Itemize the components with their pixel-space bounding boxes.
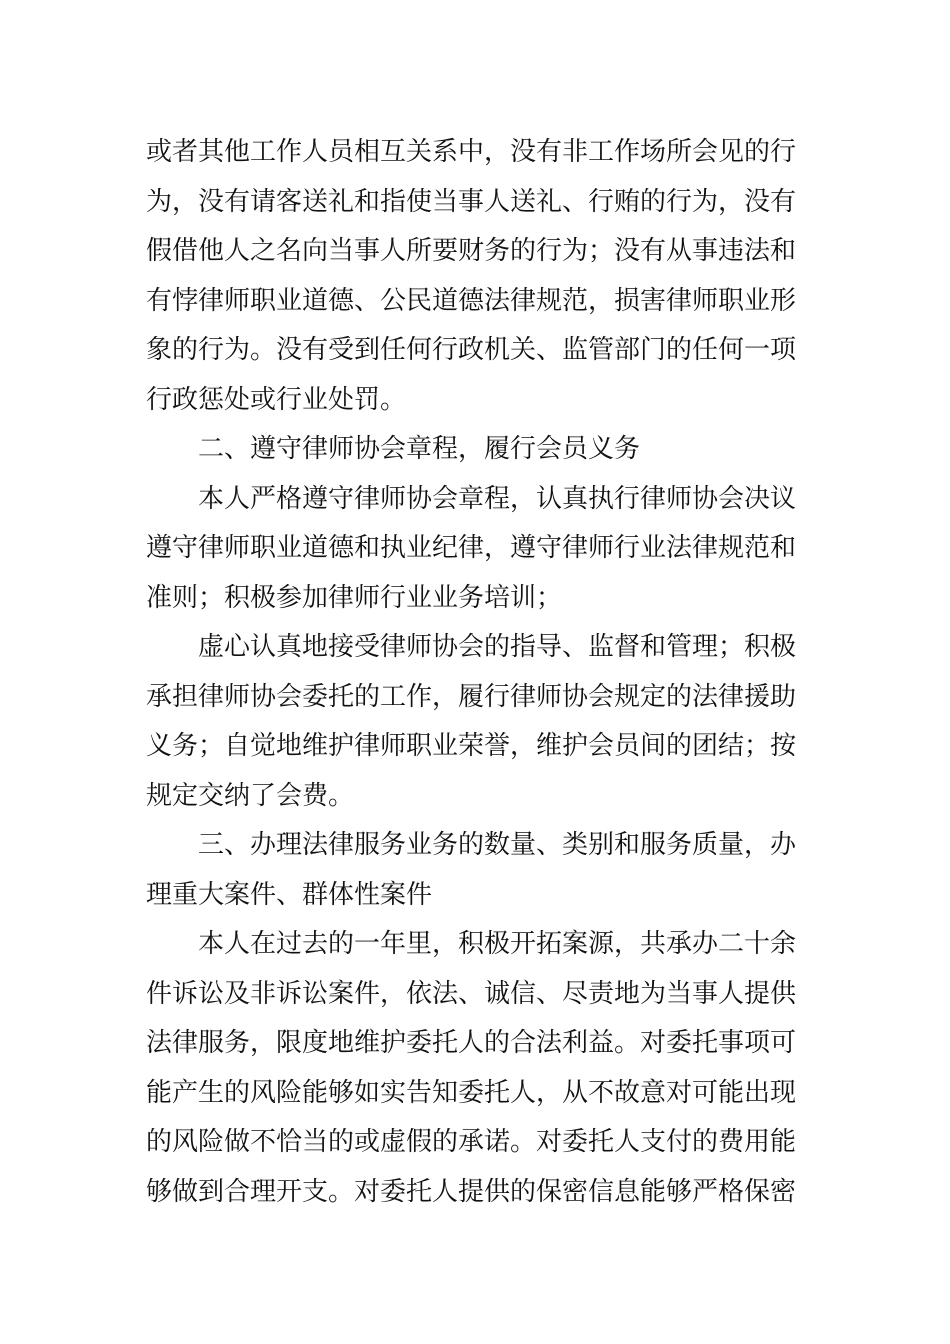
- paragraph-line: 行政惩处或行业处罚。: [146, 384, 407, 415]
- paragraph-line: 法律服务，限度地维护委托人的合法利益。对委托事项可: [146, 1028, 797, 1058]
- paragraph-first-line: 三、办理法律服务业务的数量、类别和服务质量，办: [198, 830, 797, 860]
- paragraph-line: 够做到合理开支。对委托人提供的保密信息能够严格保密: [146, 1176, 797, 1207]
- paragraph-line: 准则；积极参加律师行业业务培训；: [146, 582, 563, 613]
- paragraph-line: 的风险做不恰当的或虚假的承诺。对委托人支付的费用能: [146, 1127, 797, 1157]
- paragraph-line: 承担律师协会委托的工作，履行律师协会规定的法律援助: [146, 681, 797, 712]
- paragraph-line: 或者其他工作人员相互关系中，没有非工作场所会见的行: [146, 137, 797, 167]
- paragraph-first-line: 本人在过去的一年里，积极开拓案源，共承办二十余: [198, 929, 797, 959]
- document-body: [146, 128, 816, 1217]
- paragraph-line: 为，没有请客送礼和指使当事人送礼、行贿的行为，没有: [146, 186, 797, 217]
- paragraph-line: 能产生的风险能够如实告知委托人，从不故意对可能出现: [146, 1077, 797, 1108]
- paragraph-first-line: 本人严格遵守律师协会章程，认真执行律师协会决议: [198, 483, 797, 514]
- paragraph-line: 义务；自觉地维护律师职业荣誉，维护会员间的团结；按: [146, 731, 797, 761]
- paragraph-line: 有悖律师职业道德、公民道德法律规范，损害律师职业形: [146, 285, 797, 316]
- paragraph-line: 规定交纳了会费。: [146, 780, 355, 811]
- paragraph-line: 件诉讼及非诉讼案件，依法、诚信、尽责地为当事人提供: [146, 978, 797, 1009]
- paragraph-line: 象的行为。没有受到任何行政机关、监管部门的任何一项: [146, 335, 797, 365]
- paragraph-first-line: 二、遵守律师协会章程，履行会员义务: [198, 434, 641, 464]
- paragraph-line: 遵守律师职业道德和执业纪律，遵守律师行业法律规范和: [146, 533, 797, 563]
- paragraph-line: 假借他人之名向当事人所要财务的行为；没有从事违法和: [146, 236, 797, 266]
- paragraph-line: 理重大案件、群体性案件: [146, 879, 433, 910]
- paragraph-first-line: 虚心认真地接受律师协会的指导、监督和管理；积极: [198, 632, 797, 662]
